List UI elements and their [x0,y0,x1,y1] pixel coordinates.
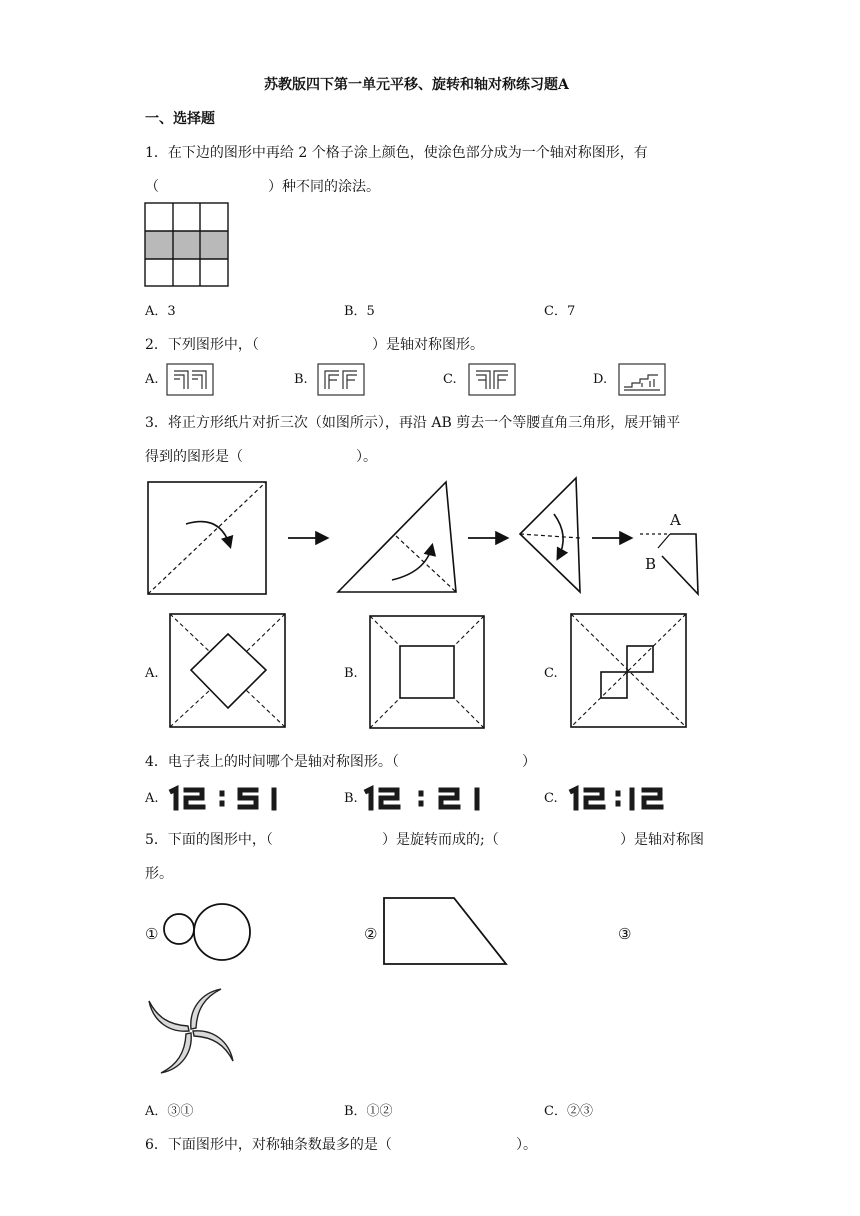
q1-option-b[interactable]: B．5 [344,304,375,319]
q5-label-1: ① [145,925,159,943]
section-heading: 一、选择题 [145,111,215,127]
q3-figure-a [168,612,288,730]
q2-figure-b [317,363,365,396]
q4-text: 4．电子表上的时间哪个是轴对称图形。（ [145,754,399,770]
q5-label-3: ③ [618,925,632,943]
q5-mid: ）是旋转而成的;（ [382,832,499,848]
q4-option-b[interactable]: B. [344,791,358,806]
q3-text-line1: 3．将正方形纸片对折三次（如图所示），再沿 AB 剪去一个等腰直角三角形，展开铺平 [145,415,681,431]
q2-figure-a [166,363,214,396]
q3-label-b: B [645,555,657,573]
q5-close: ）是轴对称图 [620,832,704,848]
q2-close: ）是轴对称图形。 [372,337,484,353]
q5-figure-trapezoid [380,894,512,968]
q5-text-line1: 5．下面的图形中，（ [145,832,273,848]
q5-option-b[interactable]: B．①② [344,1104,393,1119]
q2-figure-d [618,363,666,396]
q3-figure-c [569,612,689,730]
q1-grid-figure [144,202,230,288]
q2-option-c[interactable]: C. [443,372,457,387]
q2-figure-c [468,363,516,396]
q1-option-c[interactable]: C．7 [544,304,576,319]
q4-option-a[interactable]: A. [145,791,159,806]
q2-option-b[interactable]: B. [294,372,308,387]
q1-option-a[interactable]: A．3 [145,304,176,319]
q3-option-b[interactable]: B. [344,666,358,681]
q5-option-a[interactable]: A．③① [145,1104,194,1119]
q1-open: （ [145,179,159,195]
q3-option-a[interactable]: A. [145,666,159,681]
q3-text-line2: 得到的图形是（ [145,449,243,465]
q1-close: ）种不同的涂法。 [268,179,380,195]
q2-option-a[interactable]: A. [145,372,159,387]
q5-label-2: ② [364,925,378,943]
q2-text: 2．下列图形中，（ [145,337,259,353]
q3-folding-diagram [140,476,720,606]
page-title: 苏教版四下第一单元平移、旋转和轴对称练习题A [264,77,569,93]
q1-text: 1．在下边的图形中再给 2 个格子涂上颜色，使涂色部分成为一个轴对称图形，有 [145,145,648,161]
q3-option-c[interactable]: C. [544,666,558,681]
q3-label-a: A [670,511,681,529]
q4-option-c[interactable]: C. [544,791,558,806]
q5-text-line2: 形。 [145,866,173,882]
q6-text: 6．下面图形中，对称轴条数最多的是（ [145,1137,392,1153]
q3-figure-b [368,614,486,730]
q6-close: ）。 [516,1137,537,1153]
q2-option-d[interactable]: D. [593,372,608,387]
q5-option-c[interactable]: C．②③ [544,1104,593,1119]
q4-clock-b [363,786,489,810]
q4-close: ） [522,754,536,770]
q5-figure-circles [160,902,256,962]
q3-close: ）。 [356,449,377,465]
q4-clock-a [168,786,286,810]
q5-figure-pinwheel [145,985,237,1077]
q4-clock-c [568,786,676,810]
